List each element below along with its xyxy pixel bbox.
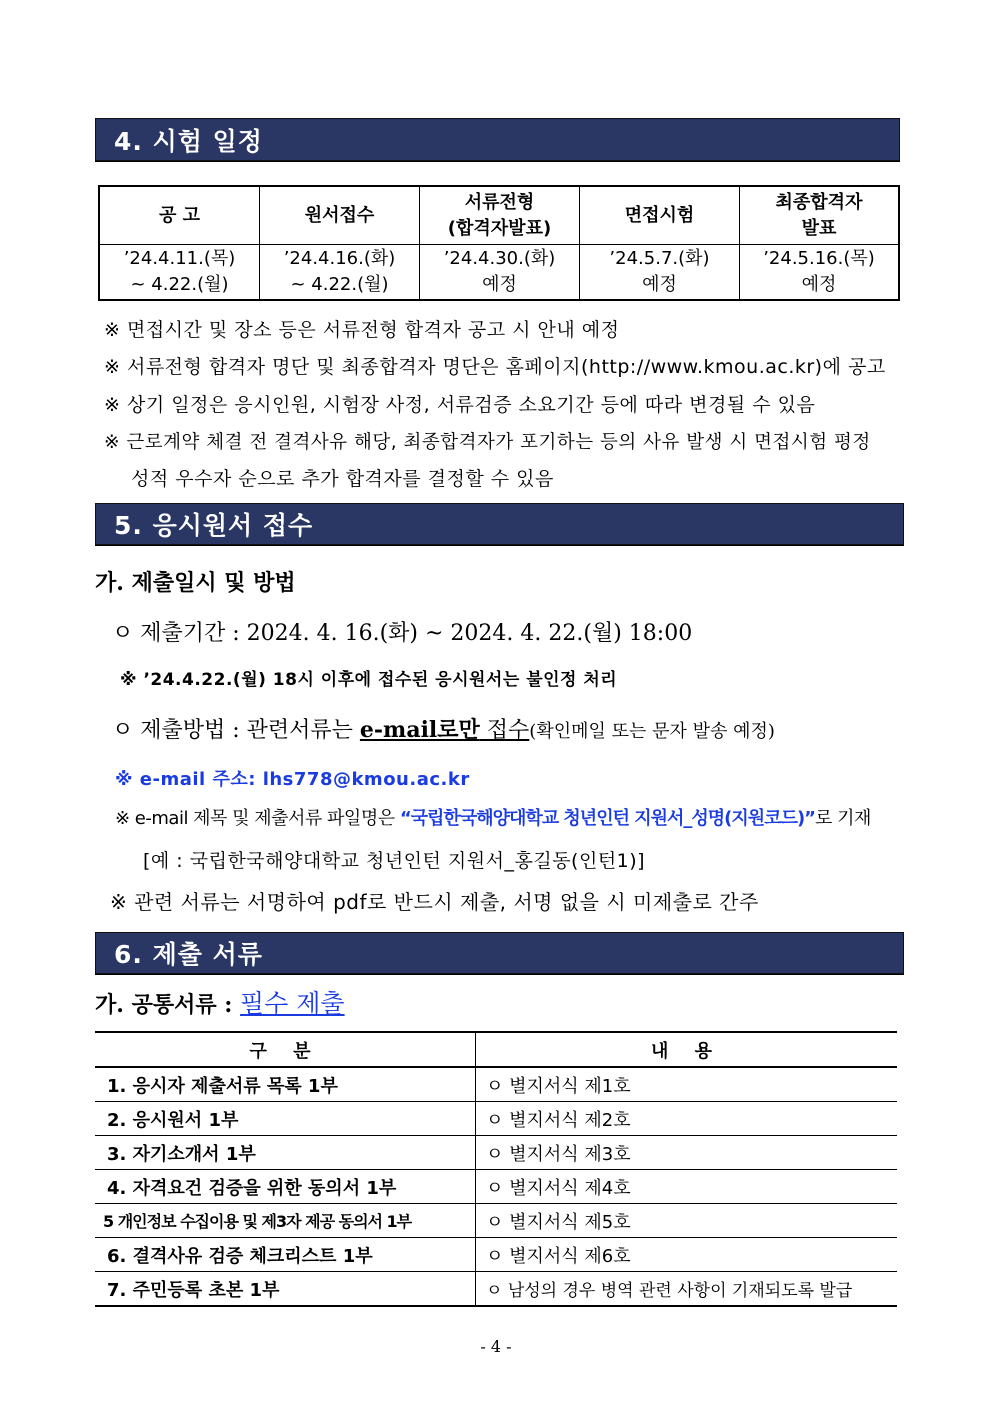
schedule-note-3: ※ 상기 일정은 응시인원, 시험장 사정, 서류검증 소요기간 등에 따라 변경될 수 있음 — [104, 394, 816, 416]
documents-header-row — [95, 1032, 897, 1067]
document-content: ㅇ 별지서식 제2호 — [476, 1102, 898, 1136]
document-name: 1. 응시자 제출서류 목록 1부 — [95, 1067, 476, 1102]
email-subject-prefix: ※ e-mail 제목 및 제출서류 파일명은 — [115, 808, 400, 829]
document-name: 7. 주민등록 초본 1부 — [95, 1272, 476, 1307]
schedule-header-cell: 서류전형 (합격자발표) — [420, 186, 580, 245]
document-name: 2. 응시원서 1부 — [95, 1102, 476, 1136]
table-row — [95, 1067, 897, 1102]
documents-header-category: 구 분 — [95, 1032, 476, 1067]
document-content: ㅇ 별지서식 제6호 — [476, 1238, 898, 1272]
table-row — [95, 1170, 897, 1204]
method-emphasis: e-mail로만 — [359, 717, 480, 743]
document-content: ㅇ 별지서식 제5호 — [476, 1204, 898, 1238]
schedule-note-2: ※ 서류전형 합격자 명단 및 최종합격자 명단은 홈페이지(http://www.kmou.ac.kr)에 공고 — [104, 356, 886, 378]
document-name: 5 개인정보 수집이용 및 제3자 제공 동의서 1부 — [95, 1204, 476, 1238]
documents-subtitle-emphasis: 필수 제출 — [240, 989, 345, 1018]
email-address-line: ※ e-mail 주소: lhs778@kmou.ac.kr — [115, 769, 470, 790]
schedule-value-row — [99, 245, 899, 301]
schedule-value-cell: ’24.5.7.(화) 예정 — [580, 245, 740, 301]
submission-method — [112, 713, 775, 744]
sign-note: ※ 관련 서류는 서명하여 pdf로 반드시 제출, 서명 없을 시 미제출로 간주 — [110, 890, 759, 914]
table-row — [95, 1238, 897, 1272]
document-name: 6. 결격사유 검증 체크리스트 1부 — [95, 1238, 476, 1272]
schedule-note-4: ※ 근로계약 체결 전 결격사유 해당, 최종합격자가 포기하는 등의 사유 발생 시 면접시험 평정 — [104, 432, 871, 453]
documents-header-content: 내 용 — [476, 1032, 898, 1067]
submission-subtitle: 가. 제출일시 및 방법 — [95, 570, 296, 596]
schedule-value-cell: ’24.5.16.(목) 예정 — [740, 245, 900, 301]
document-content: ㅇ 별지서식 제3호 — [476, 1136, 898, 1170]
schedule-header-cell: 최종합격자 발표 — [740, 186, 900, 245]
schedule-header-cell: 면접시험 — [580, 186, 740, 245]
schedule-value-cell: ’24.4.30.(화) 예정 — [420, 245, 580, 301]
document-content: ㅇ 별지서식 제4호 — [476, 1170, 898, 1204]
documents-subtitle — [95, 984, 345, 1020]
document-name: 4. 자격요건 검증을 위한 동의서 1부 — [95, 1170, 476, 1204]
document-content: ㅇ 별지서식 제1호 — [476, 1067, 898, 1102]
section-5-heading: 5. 응시원서 접수 — [95, 503, 904, 545]
document-name: 3. 자기소개서 1부 — [95, 1136, 476, 1170]
section-6-heading: 6. 제출 서류 — [95, 932, 904, 974]
method-prefix: ㅇ 제출방법 : 관련서류는 — [112, 718, 360, 743]
table-row — [95, 1204, 897, 1238]
schedule-header-cell: 공 고 — [99, 186, 260, 245]
method-suffix: (확인메일 또는 문자 발송 예정) — [529, 721, 775, 742]
method-mid: 접수 — [479, 718, 530, 743]
email-subject-line — [115, 804, 871, 830]
email-subject-emphasis: “국립한국해양대학교 청년인턴 지원서_성명(지원코드)” — [399, 808, 816, 829]
documents-subtitle-prefix: 가. 공통서류 : — [95, 992, 241, 1018]
submission-period: ㅇ 제출기간 : 2024. 4. 16.(화) ~ 2024. 4. 22.(월) 18:00 — [112, 621, 693, 646]
table-row — [95, 1102, 897, 1136]
schedule-note-1: ※ 면접시간 및 장소 등은 서류전형 합격자 공고 시 안내 예정 — [104, 319, 620, 341]
schedule-value-cell: ’24.4.16.(화) ~ 4.22.(월) — [260, 245, 420, 301]
schedule-table — [98, 185, 900, 301]
submission-period-note: ※ ’24.4.22.(월) 18시 이후에 접수된 응시원서는 불인정 처리 — [120, 670, 618, 690]
schedule-note-4-cont: 성적 우수자 순으로 추가 합격자를 결정할 수 있음 — [131, 468, 554, 490]
email-subject-example: [예 : 국립한국해양대학교 청년인턴 지원서_홍길동(인턴1)] — [143, 850, 646, 872]
section-4-heading: 4. 시험 일정 — [95, 118, 900, 161]
schedule-header-row — [99, 186, 899, 245]
table-row — [95, 1272, 897, 1307]
documents-table — [95, 1031, 897, 1307]
schedule-header-cell: 원서접수 — [260, 186, 420, 245]
email-subject-suffix: 로 기재 — [815, 808, 871, 829]
page-number: - 4 - — [480, 1337, 512, 1356]
document-content: ㅇ 남성의 경우 병역 관련 사항이 기재되도록 발급 — [476, 1272, 898, 1307]
table-row — [95, 1136, 897, 1170]
schedule-value-cell: ’24.4.11.(목) ~ 4.22.(월) — [99, 245, 260, 301]
